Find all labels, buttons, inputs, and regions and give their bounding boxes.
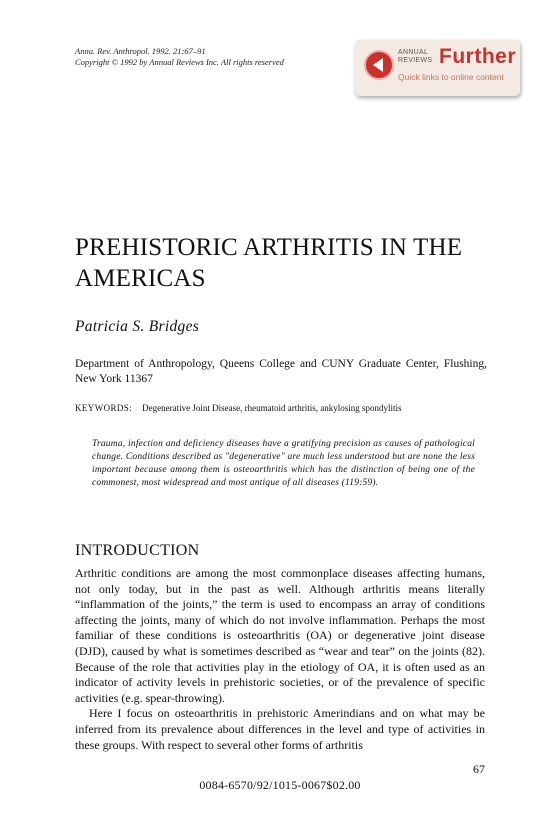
article-code: 0084-6570/92/1015-0067$02.00 <box>199 778 361 792</box>
badge-annual-reviews <box>398 49 432 65</box>
badge-further: Further <box>439 45 516 68</box>
journal-line-2: Copyright © 1992 by Annual Reviews Inc. All rights reserved <box>75 57 284 67</box>
section-heading: INTRODUCTION <box>75 542 200 559</box>
badge-reviews: REVIEWS <box>398 57 433 64</box>
badge-annual: ANNUAL <box>398 49 429 56</box>
author-affiliation: Department of Anthropology, Queens College and CUNY Graduate Center, Flushing, New York 11367 <box>75 358 487 385</box>
keywords-list: Degenerative Joint Disease, rheumatoid arthritis, ankylosing spondylitis <box>142 403 402 413</box>
article-title: PREHISTORIC ARTHRITIS IN THE AMERICAS <box>75 234 463 292</box>
badge-tagline[interactable]: Quick links to online content <box>398 72 504 82</box>
journal-citation <box>75 46 355 68</box>
paragraph-1: Arthritic conditions are among the most commonplace diseases affecting humans, not only today, but in the past as well. Although arthritis means literally “inflammation of the joints,” the term is used to encompass an array of conditions affecting the joints, many of which do not involve inflammation. Perhaps the most familiar of these conditions is osteoarthritis (OA) or degenerative joint disease (DJD), caused by what is sometimes described as “wear and tear” on the joints (82). Because of the role that activities play in the etiology of OA, it is often used as an indicator of activity levels in prehistoric societies, or of the prevalence of specific activities (e.g. spear-throwing). <box>75 566 485 705</box>
keywords-label: KEYWORDS: <box>75 403 133 413</box>
keywords <box>75 403 505 413</box>
further-badge[interactable] <box>355 40 520 96</box>
body-text <box>75 566 485 753</box>
epigraph: Trauma, infection and deficiency diseases have a gratifying precision as causes of pathological change. Conditions described as "degenerative" are much less understood but are none the less important because among them is osteoarthritis which has the distinction of being one of the commonest, most widespread and most antique of all diseases (119:59). <box>92 439 475 488</box>
play-left-icon <box>364 50 394 80</box>
paragraph-2: Here I focus on osteoarthritis in prehistoric Amerindians and on what may be inferred from its prevalence about differences in the level and type of activities in these groups. With respect to several other forms of arthritis <box>75 706 485 752</box>
journal-line-1: Annu. Rev. Anthropol. 1992. 21:67–91 <box>75 46 206 56</box>
author-name: Patricia S. Bridges <box>75 318 200 335</box>
page-number: 67 <box>473 762 485 776</box>
